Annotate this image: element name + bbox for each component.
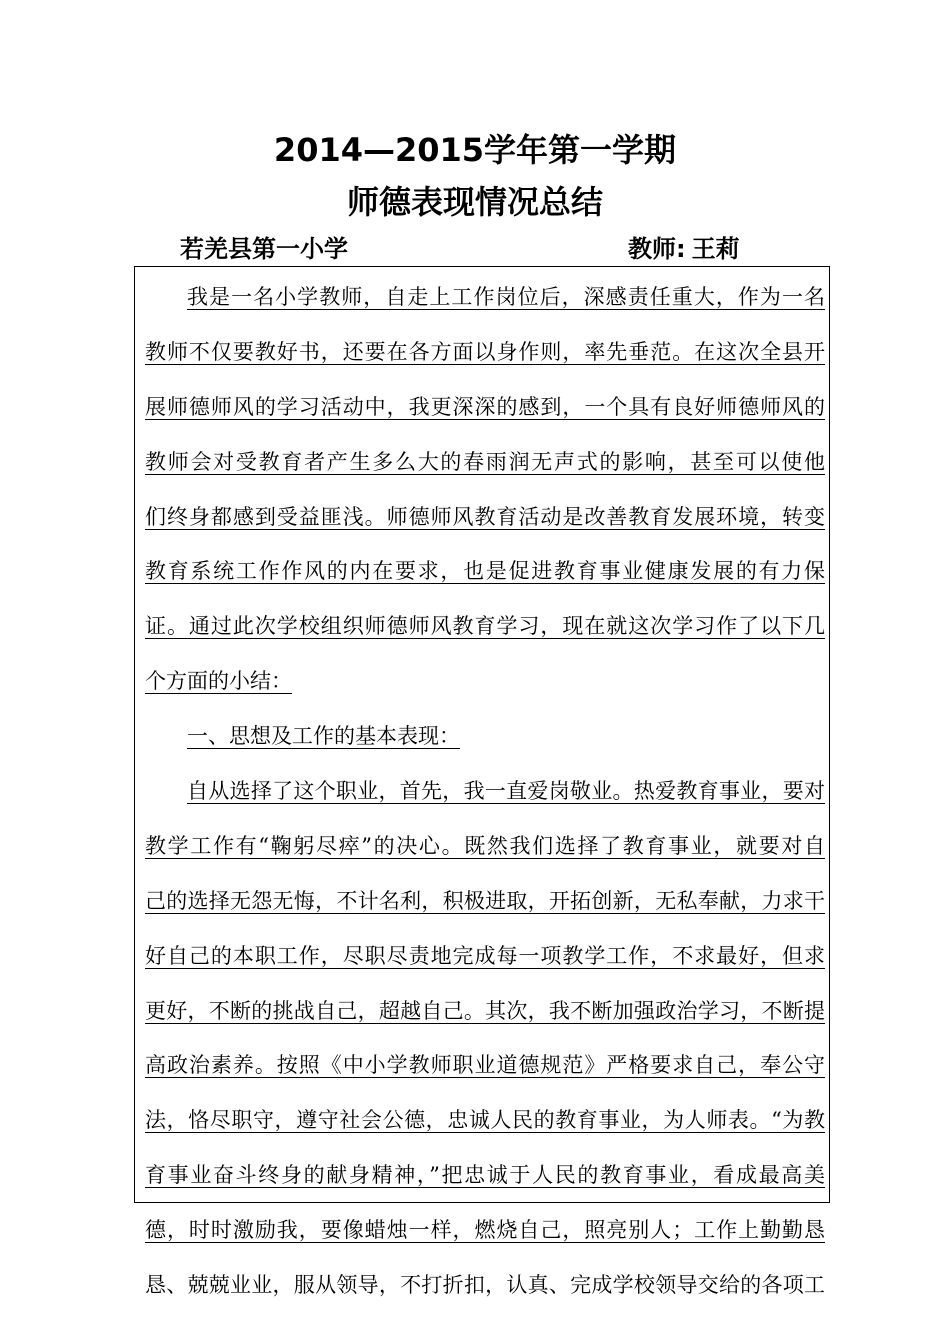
body-line: 教学工作有“鞠躬尽瘁”的决心。既然我们选择了教育事业，就要对自 bbox=[145, 833, 825, 858]
body-line: 个方面的小结： bbox=[145, 669, 292, 694]
body-line: 高政治素养。按照《中小学教师职业道德规范》严格要求自己，奉公守 bbox=[145, 1053, 825, 1078]
body-line: 好自己的本职工作，尽职尽责地完成每一项教学工作，不求最好，但求 bbox=[145, 943, 825, 968]
body-line: 恳、兢兢业业，服从领导，不打折扣，认真、完成学校领导交给的各项工 bbox=[145, 1273, 825, 1298]
body-line: 己的选择无怨无悔，不计名利，积极进取，开拓创新，无私奉献，力求干 bbox=[145, 888, 825, 913]
body-line: 法，恪尽职守，遵守社会公德，忠诚人民的教育事业，为人师表。“为教 bbox=[145, 1108, 825, 1133]
teacher-info bbox=[628, 232, 740, 266]
teacher-label: 教师: bbox=[628, 235, 686, 263]
body-line: 更好，不断的挑战自己，超越自己。其次，我不断加强政治学习，不断提 bbox=[145, 998, 825, 1023]
body-line: 们终身都感到受益匪浅。师德师风教育活动是改善教育发展环境，转变 bbox=[145, 504, 825, 529]
body-line: 教育系统工作作风的内在要求，也是促进教育事业健康发展的有力保 bbox=[145, 559, 825, 584]
section-heading: 一、思想及工作的基本表现： bbox=[187, 724, 460, 749]
body-line: 证。通过此次学校组织师德师风教育学习，现在就这次学习作了以下几 bbox=[145, 614, 825, 639]
body-line: 教师会对受教育者产生多么大的春雨润无声式的影响，甚至可以使他 bbox=[145, 449, 825, 474]
body-line: 德，时时激励我，要像蜡烛一样，燃烧自己，照亮别人；工作上勤勤恳 bbox=[145, 1218, 825, 1243]
body-line: 展师德师风的学习活动中，我更深深的感到，一个具有良好师德师风的 bbox=[145, 394, 825, 419]
teacher-name: 王莉 bbox=[691, 235, 740, 263]
body-line: 自从选择了这个职业，首先，我一直爱岗敬业。热爱教育事业，要对 bbox=[187, 779, 825, 804]
body-line: 育事业奋斗终身的献身精神，”把忠诚于人民的教育事业，看成最高美 bbox=[145, 1163, 825, 1188]
document-title-line1: 2014—2015学年第一学期 bbox=[273, 131, 677, 169]
body-line: 我是一名小学教师，自走上工作岗位后，深感责任重大，作为一名 bbox=[187, 285, 825, 309]
document-title-line2: 师德表现情况总结 bbox=[346, 183, 603, 221]
school-name: 若羌县第一小学 bbox=[180, 235, 348, 263]
body-line: 教师不仅要教好书，还要在各方面以身作则，率先垂范。在这次全县开 bbox=[145, 339, 825, 364]
body-text bbox=[145, 270, 825, 1313]
